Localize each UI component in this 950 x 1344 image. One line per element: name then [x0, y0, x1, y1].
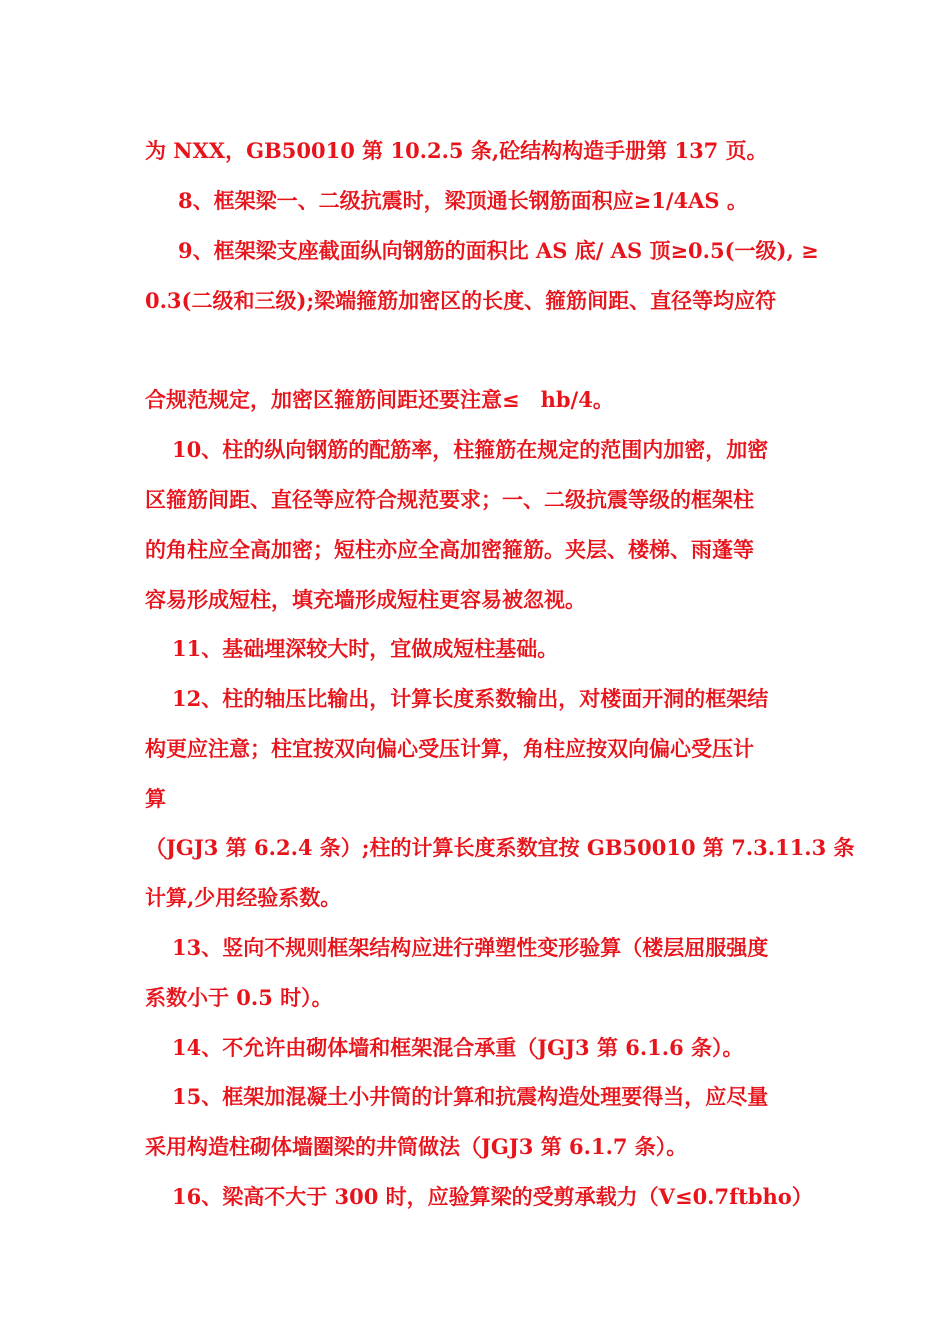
- text-line: 采用构造柱砌体墙圈梁的井筒做法（JGJ3 第 6.1.7 条）。: [145, 1134, 688, 1159]
- text-line: 13、竖向不规则框架结构应进行弹塑性变形验算（楼层屈服强度: [172, 935, 769, 960]
- text-line: 0.3(二级和三级);梁端箍筋加密区的长度、箍筋间距、直径等均应符: [145, 288, 777, 313]
- text-line: 系数小于 0.5 时）。: [145, 985, 333, 1010]
- text-line: 合规范规定，加密区箍筋间距还要注意≤ hb/4。: [145, 387, 614, 412]
- text-line: 11、基础埋深较大时，宜做成短柱基础。: [172, 636, 559, 661]
- text-line: 构更应注意；柱宜按双向偏心受压计算，角柱应按双向偏心受压计: [145, 736, 754, 761]
- text-line: 区箍筋间距、直径等应符合规范要求；一、二级抗震等级的框架柱: [145, 487, 754, 512]
- text-line: 14、不允许由砌体墙和框架混合承重（JGJ3 第 6.1.6 条）。: [172, 1035, 744, 1060]
- text-line: 算: [145, 786, 166, 811]
- text-line: 9、框架梁支座截面纵向钢筋的面积比 AS 底/ AS 顶≥0.5(一级), ≥: [178, 238, 819, 263]
- text-line: 10、柱的纵向钢筋的配筋率，柱箍筋在规定的范围内加密，加密: [172, 437, 769, 462]
- text-line: 8、框架梁一、二级抗震时，梁顶通长钢筋面积应≥1/4AS 。: [178, 188, 748, 213]
- text-line: 为 NXX，GB50010 第 10.2.5 条,砼结构构造手册第 137 页。: [145, 138, 768, 163]
- text-line: 16、梁高不大于 300 时，应验算梁的受剪承载力（V≤0.7ftbho）: [172, 1184, 813, 1209]
- text-line: 计算,少用经验系数。: [145, 885, 342, 910]
- text-line: （JGJ3 第 6.2.4 条）;柱的计算长度系数宜按 GB50010 第 7.3.11.3 条: [145, 835, 855, 860]
- text-line: 15、框架加混凝土小井筒的计算和抗震构造处理要得当，应尽量: [172, 1084, 769, 1109]
- text-line: 12、柱的轴压比输出，计算长度系数输出，对楼面开洞的框架结: [172, 686, 769, 711]
- text-line: 的角柱应全高加密；短柱亦应全高加密箍筋。夹层、楼梯、雨蓬等: [145, 537, 754, 562]
- text-line: 容易形成短柱，填充墙形成短柱更容易被忽视。: [145, 587, 586, 612]
